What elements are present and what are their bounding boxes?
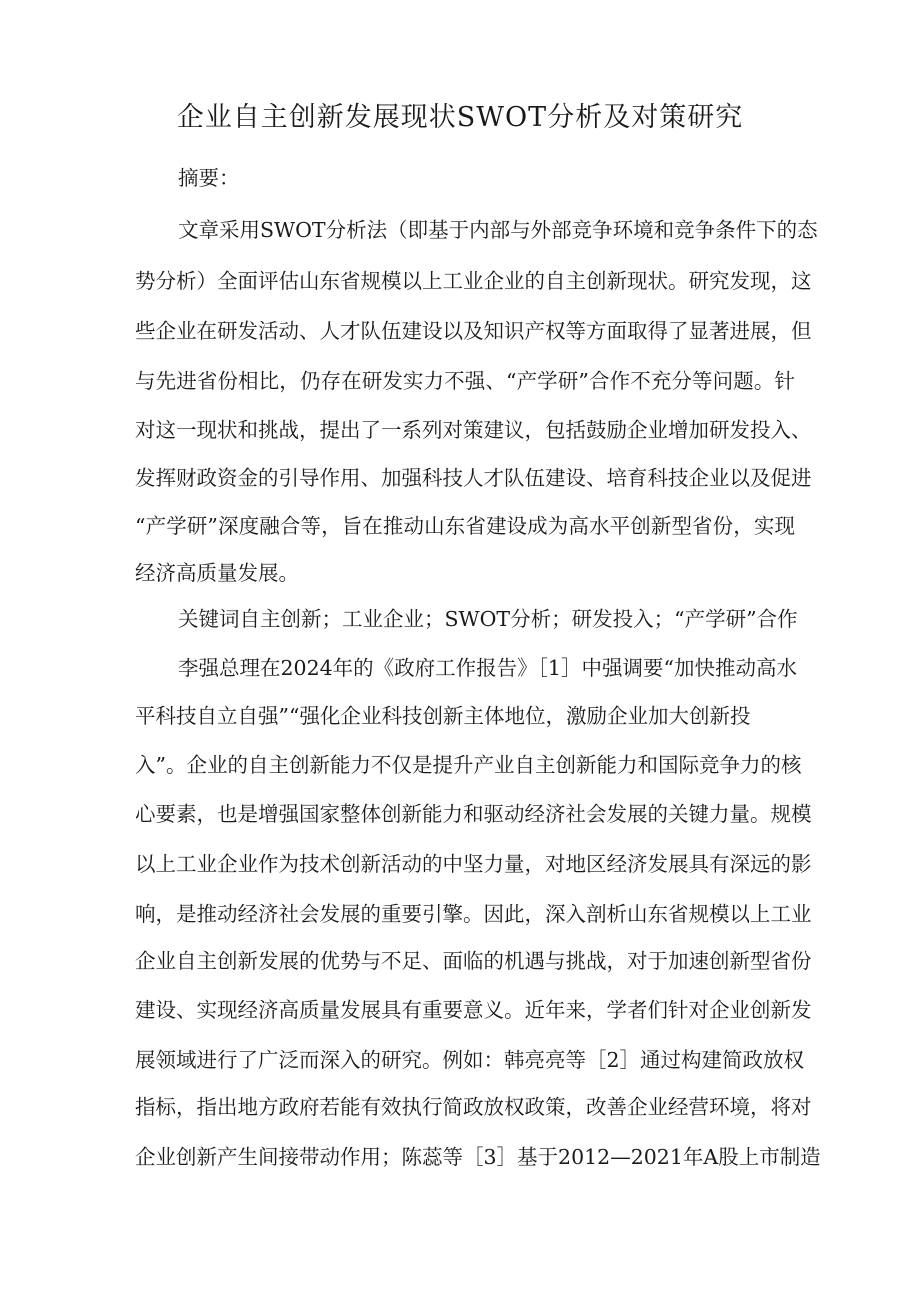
document-title: 企业自主创新发展现状SWOT分析及对策研究 bbox=[176, 102, 744, 133]
abstract-line: 势分析）全面评估山东省规模以上工业企业的自主创新现状。研究发现，这 bbox=[135, 269, 812, 293]
abstract-line: 文章采用SWOT分析法（即基于内部与外部竞争环境和竞争条件下的态 bbox=[178, 218, 818, 242]
abstract-line: “产学研”深度融合等，旨在推动山东省建设成为高水平创新型省份，实现 bbox=[135, 514, 795, 538]
abstract-heading: 摘要： bbox=[178, 166, 240, 190]
body-line: 建设、实现经济高质量发展具有重要意义。近年来，学者们针对企业创新发 bbox=[135, 998, 812, 1022]
body-line: 入”。企业的自主创新能力不仅是提升产业自主创新能力和国际竞争力的核 bbox=[135, 753, 802, 777]
abstract-line: 些企业在研发活动、人才队伍建设以及知识产权等方面取得了显著进展，但 bbox=[135, 319, 812, 343]
keywords-line: 关键词自主创新；工业企业；SWOT分析；研发投入；“产学研”合作 bbox=[178, 607, 798, 631]
body-line: 响，是推动经济社会发展的重要引擎。因此，深入剖析山东省规模以上工业 bbox=[135, 902, 812, 926]
body-line: 企业创新产生间接带动作用；陈蕊等［3］基于2012—2021年A股上市制造 bbox=[135, 1145, 821, 1169]
abstract-line: 对这一现状和挑战，提出了一系列对策建议，包括鼓励企业增加研发投入、 bbox=[135, 418, 812, 442]
body-line: 平科技自立自强”“强化企业科技创新主体地位，激励企业加大创新投 bbox=[135, 704, 751, 728]
body-line: 李强总理在2024年的《政府工作报告》［1］中强调要“加快推动高水 bbox=[178, 656, 797, 680]
abstract-line: 经济高质量发展。 bbox=[135, 561, 299, 585]
body-line: 指标，指出地方政府若能有效执行简政放权政策，改善企业经营环境，将对 bbox=[135, 1095, 812, 1119]
abstract-line: 与先进省份相比，仍存在研发实力不强、“产学研”合作不充分等问题。针 bbox=[135, 369, 795, 393]
body-line: 企业自主创新发展的优势与不足、面临的机遇与挑战，对于加速创新型省份 bbox=[135, 949, 812, 973]
body-line: 展领域进行了广泛而深入的研究。例如：韩亮亮等［2］通过构建简政放权 bbox=[135, 1048, 805, 1072]
body-line: 心要素，也是增强国家整体创新能力和驱动经济社会发展的关键力量。规模 bbox=[135, 802, 812, 826]
body-line: 以上工业企业作为技术创新活动的中坚力量，对地区经济发展具有深远的影 bbox=[135, 852, 812, 876]
abstract-line: 发挥财政资金的引导作用、加强科技人才队伍建设、培育科技企业以及促进 bbox=[135, 466, 812, 490]
